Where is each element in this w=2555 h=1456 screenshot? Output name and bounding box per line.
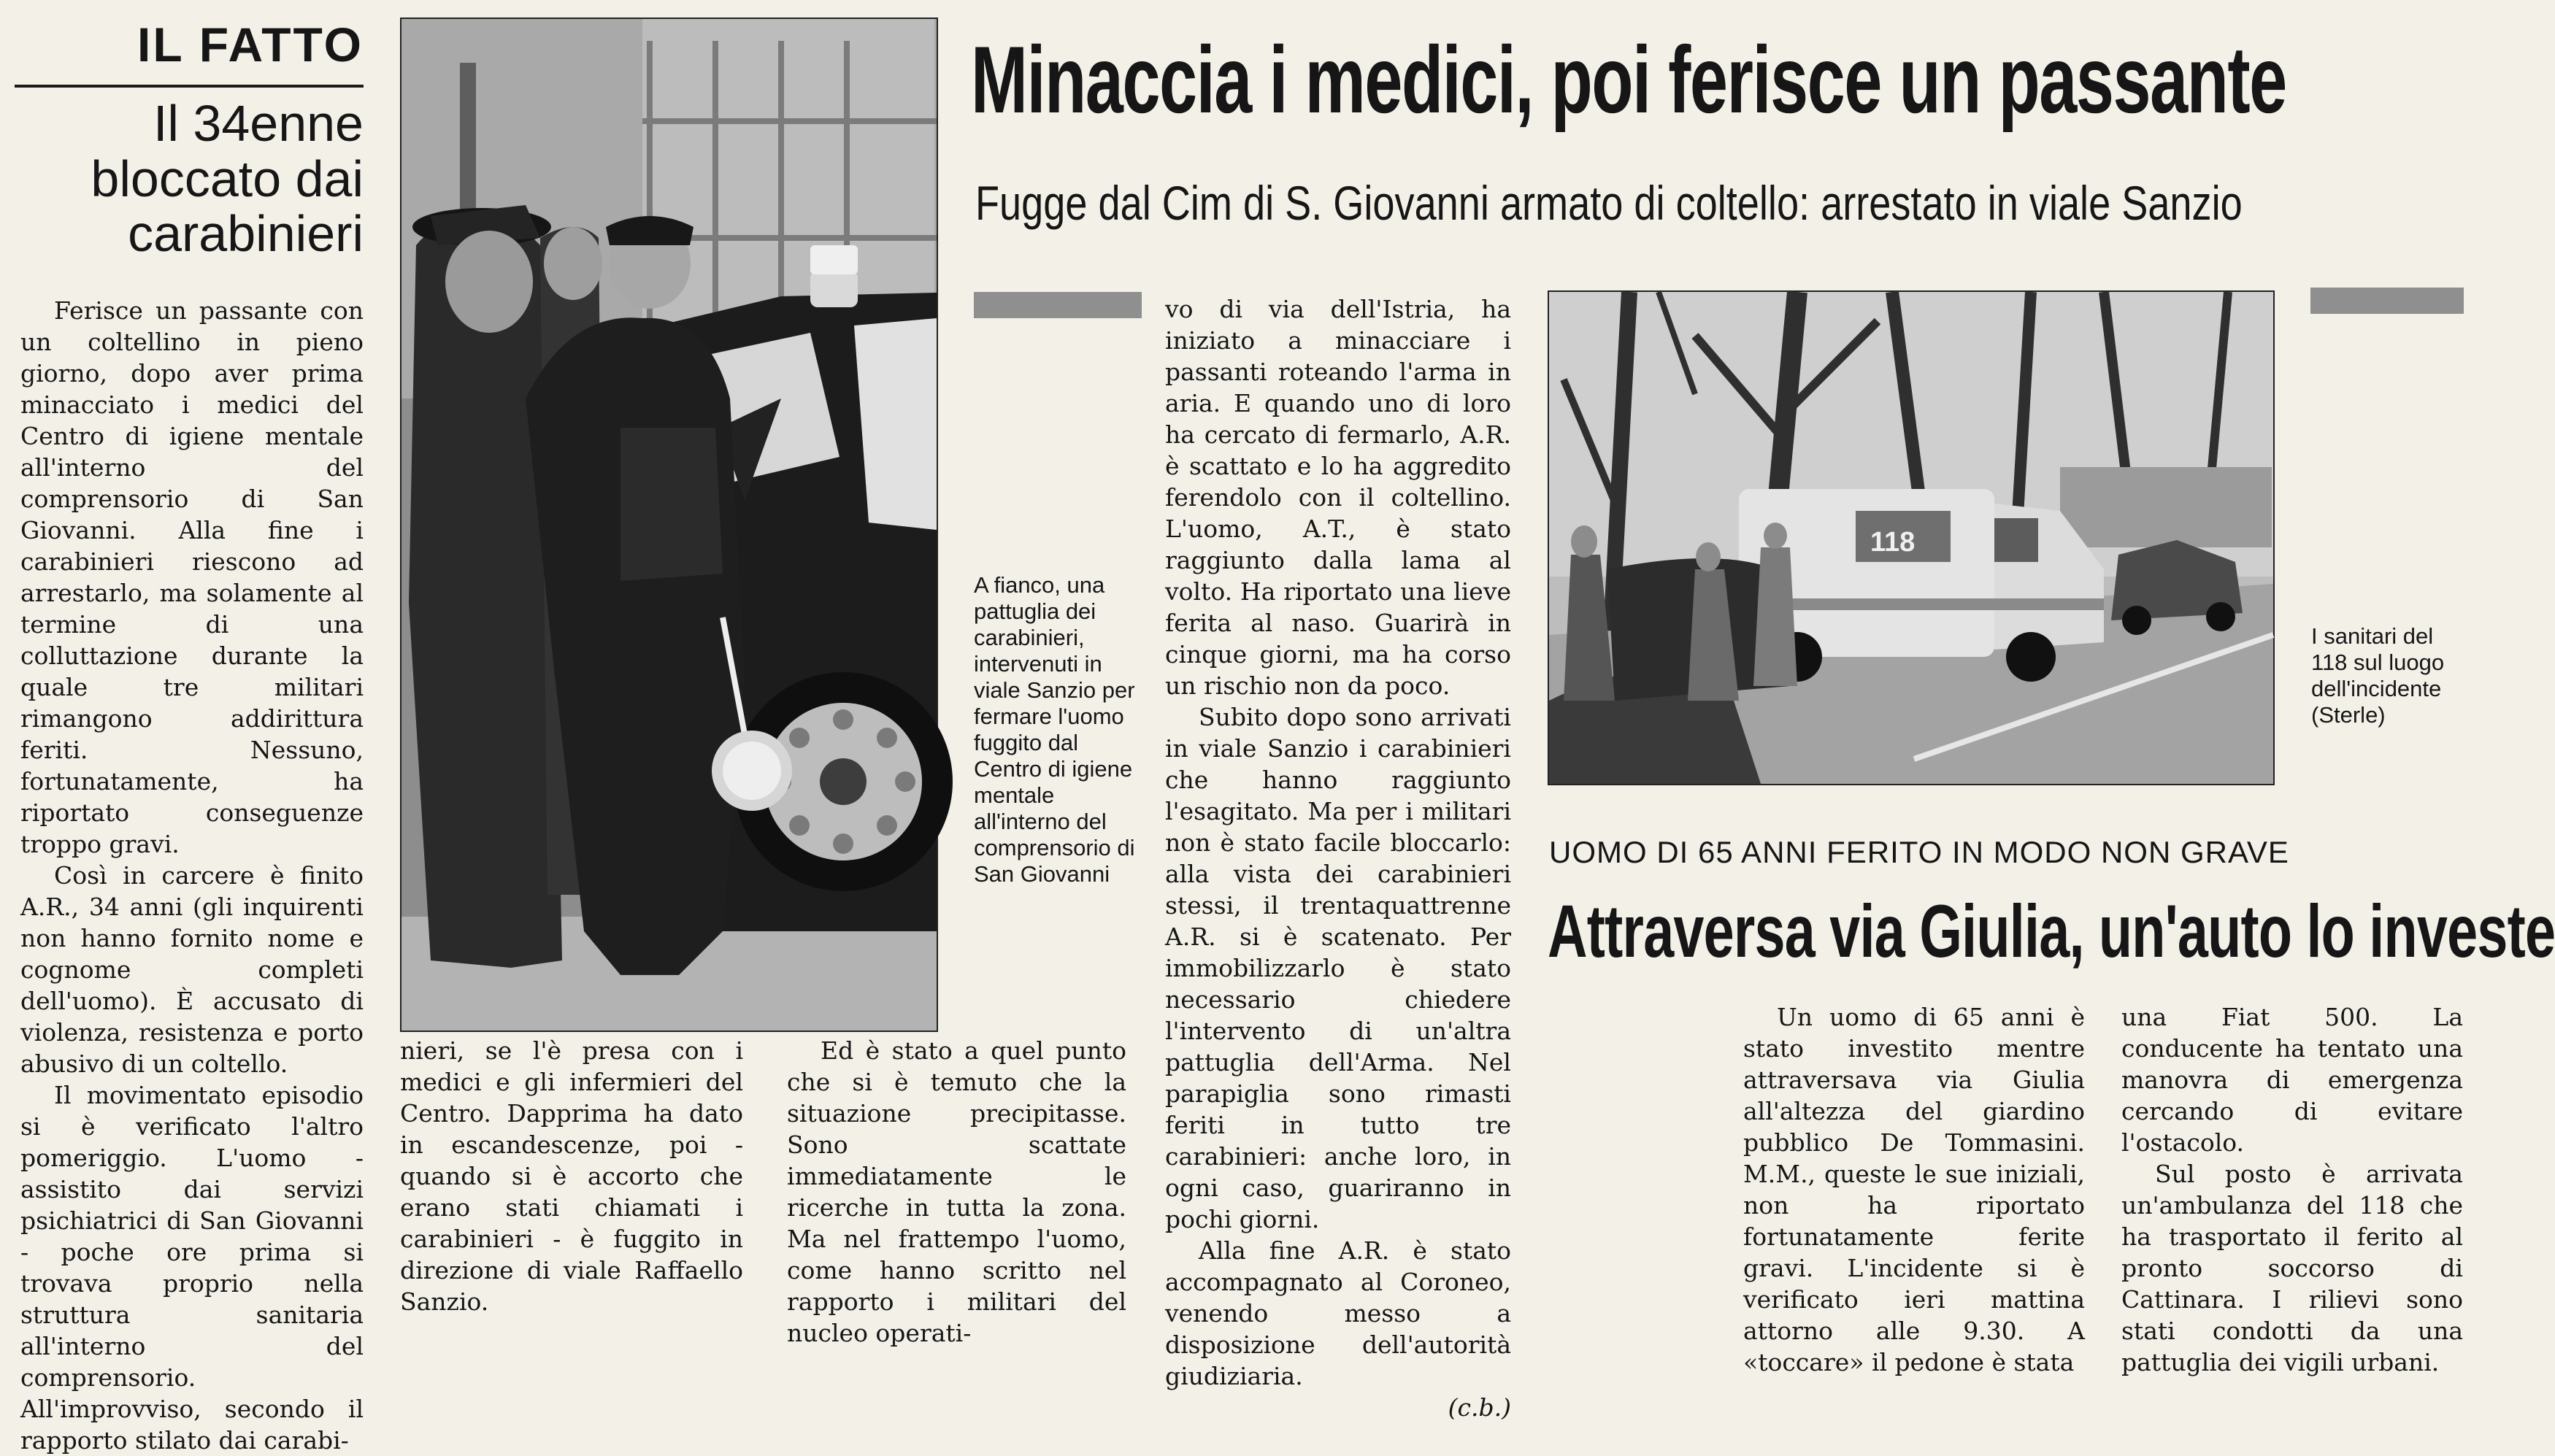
- article-column-1: [20, 295, 364, 1455]
- paragraph: Ed è stato a quel punto che si è temuto che la situazione precipitasse. Sono scattate immediatamente le ricerche in tutta la zona. Ma nel frattempo l'uomo, come hanno scritto nel rapporto i militari del nucleo operati-: [787, 1036, 1126, 1347]
- second-article-kicker: UOMO DI 65 ANNI FERITO IN MODO NON GRAVE: [1549, 835, 2289, 869]
- paragraph: vo di via dell'Istria, ha iniziato a minacciare i passanti roteando l'arma in aria. E quando uno di loro ha cercato di fermarlo, A.R. è scattato e lo ha aggredito ferendolo con il coltellino. L'uomo, A.T., è stato raggiunto dalla lama al volto. Ha riportato una lieve ferita al naso. Guarirà in cinque giorni, ma ha corso un rischio non da poco.: [1165, 295, 1511, 700]
- second-article-column-2: [2121, 1001, 2463, 1378]
- paragraph: nieri, se l'è presa con i medici e gli infermieri del Centro. Dapprima ha dato in escandescenze, poi - quando si è accorto che erano stati chiamati i carabinieri - è fuggito in direzione di viale Raffaello Sanzio.: [400, 1036, 743, 1316]
- paragraph: Alla fine A.R. è stato accompagnato al Coroneo, venendo messo a disposizione dell'autorità giudiziaria.: [1165, 1236, 1511, 1390]
- sidebar-rule: [15, 85, 364, 88]
- paragraph: una Fiat 500. La conducente ha tentato una manovra di emergenza cercando di evitare l'ostacolo.: [2121, 1003, 2463, 1157]
- ambulance-photo: [1548, 290, 2275, 785]
- paragraph: Sul posto è arrivata un'ambulanza del 118 che ha trasportato il ferito al pronto soccorso di Cattinara. I rilievi sono stati condotti da una pattuglia dei vigili urbani.: [2121, 1160, 2463, 1376]
- paragraph: Così in carcere è finito A.R., 34 anni (gli inquirenti non hanno fornito nome e cognome completi dell'uomo). È accusato di violenza, resistenza e porto abusivo di un coltello.: [20, 861, 364, 1078]
- column-divider-bar: [974, 292, 1142, 318]
- second-article-column-1: [1743, 1001, 2085, 1378]
- paragraph: Il movimentato episodio si è verificato l'altro pomeriggio. L'uomo - assistito dai servizi psichiatrici di San Giovanni - poche ore prima si trovava proprio nella struttura sanitaria all'interno del comprensorio. All'improvviso, secondo il rapporto stilato dai carabi-: [20, 1081, 364, 1455]
- photo-caption-ambulance: I sanitari del 118 sul luogo dell'incidente (Sterle): [2311, 623, 2445, 728]
- article-headline: Minaccia i medici, poi ferisce un passante: [971, 26, 2286, 133]
- article-column-4: [1165, 293, 1511, 1422]
- paragraph: Subito dopo sono arrivati in viale Sanzio i carabinieri che hanno raggiunto l'esagitato. Ma per i militari non è stato facile bloccarlo: alla vista dei carabinieri stessi, il trentaquattrenne A.R. si è scatenato. Per immobilizzarlo è stato necessario chiedere l'intervento di un'altra pattuglia dell'Arma. Nel parapiglia sono rimasti feriti in tutto tre carabinieri: anche loro, in ogni caso, guariranno in pochi giorni.: [1165, 703, 1511, 1233]
- paragraph: Un uomo di 65 anni è stato investito mentre attraversava via Giulia all'altezza del giardino pubblico De Tommasini. M.M., queste le sue iniziali, non ha riportato fortunatamente ferite gravi. L'incidente si è verificato ieri mattina attorno alle 9.30. A «toccare» il pedone è stata: [1743, 1003, 2085, 1376]
- author-signature: (c.b.): [1448, 1393, 1511, 1422]
- second-article-headline: Attraversa via Giulia, un'auto lo investe: [1548, 890, 2555, 973]
- carabinieri-patrol-photo: [400, 18, 938, 1032]
- photo-caption-carabinieri: A fianco, una pattuglia dei carabinieri, intervenuti in viale Sanzio per fermare l'uomo fuggito dal Centro di igiene mentale all'interno del comprensorio di San Giovanni: [974, 572, 1135, 887]
- column-divider-bar: [2310, 288, 2464, 314]
- sidebar-subtitle: Il 34enne bloccato dai carabinieri: [91, 95, 364, 263]
- article-column-3: [787, 1035, 1126, 1349]
- ambulance-number-label: 118: [1870, 527, 1916, 558]
- sidebar-kicker: IL FATTO: [137, 18, 364, 72]
- paragraph: Ferisce un passante con un coltellino in pieno giorno, dopo aver prima minacciato i medici del Centro di igiene mentale all'interno del comprensorio di San Giovanni. Alla fine i carabinieri riescono ad arrestarlo, ma solamente al termine di una colluttazione durante la quale tre militari rimangono addirittura feriti. Nessuno, fortunatamente, ha riportato conseguenze troppo gravi.: [20, 296, 364, 858]
- article-subheadline: Fugge dal Cim di S. Giovanni armato di coltello: arrestato in viale Sanzio: [975, 176, 2243, 230]
- article-column-2: [400, 1035, 743, 1317]
